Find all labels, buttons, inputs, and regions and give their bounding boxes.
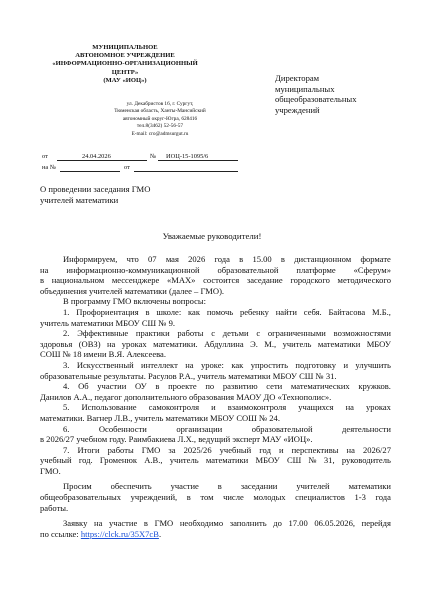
- org-line: МУНИЦИПАЛЬНОЕ: [92, 44, 158, 51]
- org-line: ЦЕНТР»: [111, 68, 139, 76]
- reg-on-line: [60, 164, 120, 172]
- body-line: в 2026/27 учебном году. Раимбакиева Л.Х., ведущий эксперт МАУ «ИОЦ».: [40, 434, 313, 445]
- recipient-line: общеобразовательных: [275, 94, 357, 105]
- reg-on-label: на №: [42, 164, 56, 171]
- registration-link[interactable]: https://clck.ru/35X7cB: [80, 528, 159, 539]
- link-suffix: .: [158, 528, 162, 539]
- address-line: тел.8(3462) 52-56-57: [136, 123, 184, 130]
- letter-subject: [40, 184, 150, 206]
- link-prefix: по ссылке:: [40, 528, 81, 539]
- body-line: Просим обеспечить участие в заседании учителей математики: [63, 481, 391, 492]
- body-line: ГМО.: [40, 465, 61, 476]
- subject-line: О проведении заседания ГМО: [40, 184, 151, 194]
- body-line: 6. Особенности организации образовательной деятельности: [63, 423, 391, 434]
- recipient-line: учреждений: [275, 104, 320, 115]
- body-line: работы.: [40, 502, 69, 513]
- body-line: на информационно-коммуникационной образовательной платформе «Сферум»: [40, 264, 391, 275]
- address-line: автономный округ-Югра, 628416: [122, 115, 198, 122]
- body-line: образовательные результаты. Расулов Р.А., учитель математики МБОУ СШ № 31.: [40, 370, 337, 381]
- address-line: E-mail: cro@admsurgut.ru: [131, 130, 189, 137]
- body-line: учитель математики МБОУ СШ № 9.: [40, 317, 176, 328]
- recipient-line: Директорам: [275, 73, 320, 83]
- recipient-line: муниципальных: [275, 83, 335, 94]
- body-line: 7. Итоги работы ГМО за 2025/26 учебный год и перспективы на 2026/27: [63, 444, 391, 455]
- body-line: Заявку на участие в ГМО необходимо заполнить до 17.00 06.05.2026, перейдя: [63, 518, 391, 529]
- subject-line: учителей математики: [40, 195, 119, 205]
- organization-name: [40, 44, 210, 85]
- address-line: ул. Декабристов 16, г. Сургут,: [126, 101, 194, 107]
- body-line: Данилов А.А., педагог дополнительного образования МАОУ ДО «Технополис».: [40, 391, 332, 402]
- org-line: АВТОНОМНОЕ УЧРЕЖДЕНИЕ: [75, 52, 175, 60]
- body-line: 5. Использование самоконтроля и взаимоконтроля учащихся на уроках: [63, 402, 391, 413]
- body-line: Информируем, что 07 мая 2026 года в 15.00 в дистанционном формате: [63, 254, 391, 264]
- reg-number-label: №: [150, 153, 157, 160]
- address-line: Тюменская область, Ханты-Мансийский: [114, 108, 206, 115]
- reg-date: 24.04.2026: [82, 152, 111, 160]
- body-line: общеобразовательных учреждений, в том числе молодых специалистов 1-3 года: [40, 492, 391, 503]
- reg-on-from-line: [134, 164, 238, 172]
- body-line: объединения учителей математики (далее – ГМО).: [40, 285, 225, 296]
- reg-number: ИОЦ-15-1095/6: [166, 152, 209, 160]
- body-line: 2. Эффективные практики работы с детьми с ограниченными возможностями: [63, 328, 391, 339]
- reg-on-from-label: от: [124, 164, 130, 171]
- body-line: здоровья (ОВЗ) на уроках математики. Абдуллина Э. М., учитель математики МБОУ: [40, 338, 391, 349]
- body-line: математики. Вагнер Л.В., учитель математики МБОУ СОШ № 24.: [40, 412, 280, 423]
- link-line: [40, 529, 391, 540]
- organization-address: [90, 101, 230, 138]
- body-line: В программу ГМО включены вопросы:: [63, 296, 207, 307]
- body-line: СОШ № 18 имени В.Я. Алексеева.: [40, 349, 166, 360]
- body-line: 4. Об участии ОУ в проекте по развитию сети математических кружков.: [63, 381, 391, 392]
- greeting: Уважаемые руководители!: [162, 231, 262, 241]
- body-line: в национальном мессенджере «MAX» состоится заседание городского методического: [40, 275, 391, 286]
- reg-from-label: от: [42, 153, 48, 160]
- org-line: (МАУ «ИОЦ»): [103, 76, 147, 84]
- org-line: «ИНФОРМАЦИОННО-ОРГАНИЗАЦИОННЫЙ: [52, 60, 198, 68]
- recipient-block: [275, 73, 405, 115]
- body-line: учебный год. Громенюк А.В., учитель математики МБОУ СШ № 31, руководитель: [40, 455, 391, 466]
- body-line: 1. Профориентация в школе: как помочь ребенку найти себя. Байтасова М.Б.,: [63, 306, 391, 317]
- body-line: 3. Искусственный интеллект на уроке: как упростить подготовку и улучшить: [63, 359, 391, 370]
- letter-body: [40, 254, 391, 539]
